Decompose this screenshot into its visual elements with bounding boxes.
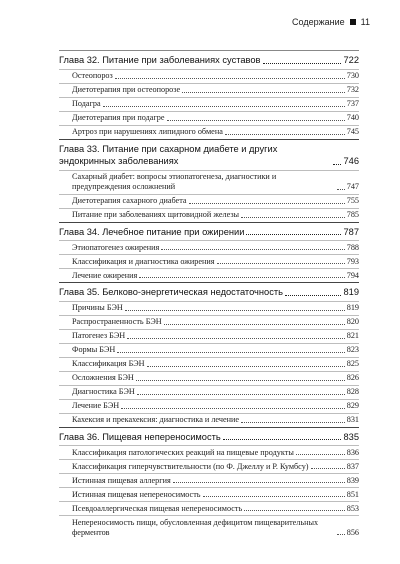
section-title: Питание при заболеваниях щитовидной железы [72,210,240,219]
section-row[interactable] [59,400,359,413]
dot-leader [225,134,345,135]
section-title: Диагностика БЭН [72,387,135,396]
chapter-title: Глава 35. Белково-энергетическая недостаточность [59,287,283,297]
section-page-number: 755 [346,196,359,205]
section-page-number: 788 [346,242,359,252]
chapter-title: Глава 33. Питание при сахарном диабете и других эндокринных заболеваниях [59,143,278,166]
section-row[interactable] [59,302,359,315]
dot-leader [139,277,344,278]
toc-section [59,254,359,268]
toc-section [59,459,359,473]
section-row[interactable] [59,358,359,371]
section-title: Распространенность БЭН [72,317,162,326]
chapter-heading-row[interactable] [59,223,359,241]
square-bullet-icon [350,19,356,25]
section-title: Артроз при нарушениях липидного обмена [72,127,223,136]
section-page-number: 837 [346,461,359,471]
chapter-page-number: 746 [343,156,359,166]
section-row[interactable] [59,344,359,357]
toc-section [59,315,359,329]
dot-leader [121,408,345,409]
toc-section [59,111,359,125]
section-page-number: 836 [346,447,359,457]
toc-chapter [59,282,359,427]
section-page-number: 856 [346,527,359,537]
chapter-heading-row[interactable] [59,140,359,170]
toc-section [59,194,359,208]
chapter-heading-row[interactable] [59,283,359,301]
section-title: Этиопатогенез ожирения [72,242,160,252]
toc-section [59,473,359,487]
section-title: Диетотерапия сахарного диабета [72,196,187,205]
dot-leader [333,164,341,165]
toc-section [59,399,359,413]
dot-leader [223,439,342,440]
section-row[interactable] [59,126,359,139]
dot-leader [103,106,345,107]
section-title: Сахарный диабет: вопросы этиопатогенеза, диагностики и предупреждения осложнений [72,172,277,191]
toc-chapter [59,139,359,222]
section-page-number: 839 [346,475,359,485]
toc-section [59,413,359,427]
section-row[interactable] [59,372,359,385]
toc-section [59,83,359,97]
toc-section [59,240,359,254]
toc-section [59,208,359,222]
section-page-number: 794 [346,270,359,280]
section-row[interactable] [59,84,359,97]
section-row[interactable] [59,70,359,83]
toc-chapter [59,222,359,283]
section-title: Классификация БЭН [72,359,145,368]
toc-section [59,385,359,399]
section-title: Подагра [72,99,101,108]
dot-leader [161,249,344,250]
section-title: Истинная пищевая аллергия [72,475,171,485]
table-of-contents [59,50,359,539]
section-page-number: 829 [346,401,359,410]
section-row[interactable] [59,98,359,111]
dot-leader [311,468,345,469]
dot-leader [285,295,342,296]
section-row[interactable] [59,460,359,473]
toc-section [59,69,359,83]
section-row[interactable] [59,316,359,329]
section-title: Истинная пищевая непереносимость [72,489,201,499]
section-page-number: 831 [346,415,359,424]
dot-leader [337,534,345,535]
dot-leader [136,380,345,381]
section-page-number: 825 [346,359,359,368]
section-page-number: 793 [346,256,359,266]
header-page-number: 11 [360,17,370,27]
section-page-number: 853 [346,503,359,513]
dot-leader [182,92,345,93]
dot-leader [117,352,344,353]
toc-section [59,170,359,194]
dot-leader [147,366,345,367]
dot-leader [244,510,344,511]
section-title: Осложнения БЭН [72,373,134,382]
dot-leader [125,310,345,311]
chapter-page-number: 722 [343,55,359,65]
section-row[interactable] [59,171,359,194]
section-row[interactable] [59,386,359,399]
section-row[interactable] [59,474,359,487]
section-row[interactable] [59,241,359,254]
section-page-number: 826 [346,373,359,382]
toc-section [59,329,359,343]
section-page-number: 821 [346,331,359,340]
toc-section [59,97,359,111]
section-page-number: 820 [346,317,359,326]
section-row[interactable] [59,488,359,501]
section-page-number: 785 [346,210,359,219]
section-page-number: 740 [346,113,359,122]
section-page-number: 851 [346,489,359,499]
chapter-title: Глава 36. Пищевая непереносимость [59,431,221,442]
running-header [60,17,370,27]
section-row[interactable] [59,516,359,539]
toc-chapter [59,427,359,540]
section-title: Формы БЭН [72,345,116,354]
dot-leader [189,203,345,204]
chapter-title: Глава 34. Лечебное питание при ожирении [59,226,245,237]
chapter-page-number: 819 [343,287,359,297]
section-title: Диетотерапия при остеопорозе [72,85,181,94]
toc-section [59,501,359,515]
section-title: Лечение БЭН [72,401,120,410]
toc-chapter [59,50,359,139]
section-row[interactable] [59,414,359,427]
section-title: Патогенез БЭН [72,331,126,340]
section-page-number: 737 [346,99,359,108]
section-page-number: 732 [346,85,359,94]
dot-leader [127,338,345,339]
section-page-number: 730 [346,71,359,80]
section-title: Непереносимость пищи, обусловленная дефицитом пищеварительных ферментов [72,517,319,537]
dot-leader [115,78,345,79]
dot-leader [203,496,345,497]
dot-leader [241,217,345,218]
dot-leader [217,263,345,264]
dot-leader [164,324,345,325]
section-row[interactable] [59,446,359,459]
section-title: Лечение ожирения [72,270,138,280]
section-page-number: 747 [346,182,359,191]
section-title: Кахексия и прекахексия: диагностика и лечение [72,415,239,424]
dot-leader [167,120,345,121]
dot-leader [263,63,342,64]
chapter-page-number: 787 [343,226,359,237]
dot-leader [337,189,345,190]
dot-leader [173,482,345,483]
section-row[interactable] [59,112,359,125]
toc-section [59,268,359,282]
section-row[interactable] [59,330,359,343]
section-title: Остеопороз [72,71,113,80]
chapter-page-number: 835 [343,431,359,442]
section-title: Классификация гиперчувствительности (по Ф. Джеллу и Р. Кумбсу) [72,461,309,471]
chapter-heading-row[interactable] [59,428,359,446]
section-row[interactable] [59,269,359,282]
section-title: Классификация патологических реакций на пищевые продукты [72,447,294,457]
toc-section [59,371,359,385]
section-page-number: 745 [346,127,359,136]
dot-leader [137,394,345,395]
section-row[interactable] [59,502,359,515]
section-page-number: 823 [346,345,359,354]
toc-section [59,301,359,315]
section-row[interactable] [59,255,359,268]
chapter-heading-row[interactable] [59,51,359,69]
toc-section [59,343,359,357]
section-row[interactable] [59,195,359,208]
section-page-number: 828 [346,387,359,396]
section-title: Псевдоаллергическая пищевая непереносимость [72,503,243,513]
chapter-title: Глава 32. Питание при заболеваниях суставов [59,55,261,65]
dot-leader [241,422,345,423]
section-title: Диетотерапия при подагре [72,113,165,122]
toc-section [59,357,359,371]
dot-leader [296,454,345,455]
section-row[interactable] [59,209,359,222]
header-section-title: Содержание [292,17,345,27]
toc-section [59,445,359,459]
section-page-number: 819 [346,303,359,312]
toc-section [59,487,359,501]
toc-section [59,515,359,539]
section-title: Классификация и диагностика ожирения [72,256,215,266]
toc-section [59,125,359,139]
dot-leader [246,234,341,235]
section-title: Причины БЭН [72,303,123,312]
